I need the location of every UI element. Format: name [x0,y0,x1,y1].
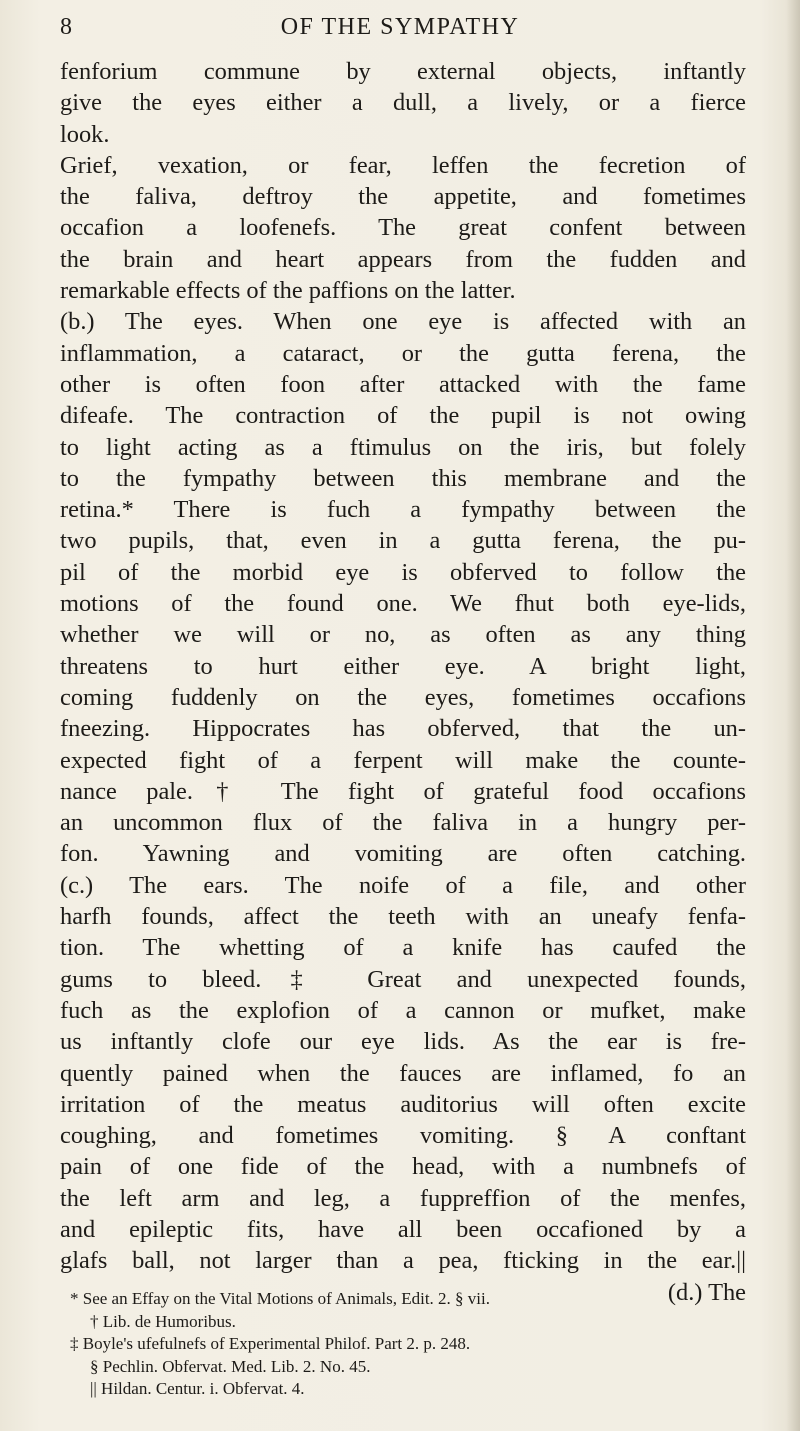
text-line: retina.* There is fuch a fympathy between the [60,496,746,524]
text-line: threatens to hurt either eye. A bright light, [60,652,746,680]
footnote: ‡ Boyle's ufefulnefs of Experimental Philof. Part 2. p. 248. [70,1334,471,1353]
catchword: (d.) The [667,1278,746,1306]
page-edge-shadow [786,0,800,1431]
text-line: nance pale.† The fight of grateful food occafions [60,777,746,805]
text-line: give the eyes either a dull, a lively, or a fierce [60,89,746,117]
text-line: motions of the found one. We fhut both eye-lids, [60,590,746,618]
text-line: two pupils, that, even in a gutta ferena, the pu- [60,527,746,555]
text-line: difeafe. The contraction of the pupil is not owing [60,402,746,430]
page-header [60,14,740,54]
text-line: harfh founds, affect the teeth with an uneafy fenfa- [60,903,746,931]
text-line: other is often foon after attacked with the fame [60,370,746,398]
text-line: fenforium commune by external objects, inftantly [60,58,746,85]
text-line: coming fuddenly on the eyes, fometimes occafions [60,683,746,711]
footnotes [70,1288,730,1401]
text-line: coughing, and fometimes vomiting. § A conftant [60,1122,746,1150]
text-line: to the fympathy between this membrane and the [60,464,746,492]
text-line: quently pained when the fauces are inflamed, fo an [60,1059,746,1087]
body-text [60,56,746,1308]
text-line: (b.) The eyes. When one eye is affected with an [60,308,746,336]
text-line: the brain and heart appears from the fudden and [60,245,746,273]
text-line: tion. The whetting of a knife has caufed the [60,934,746,962]
text-line: pil of the morbid eye is obferved to follow the [60,558,746,586]
footnote: † Lib. de Humoribus. [90,1311,236,1331]
text-line: expected fight of a ferpent will make the counte- [60,746,746,774]
text-line: occafion a loofenefs. The great confent between [60,214,746,242]
page-number: 8 [60,14,72,40]
text-line: glafs ball, not larger than a pea, fticking in the ear.|| [60,1247,746,1275]
text-line: us inftantly clofe our eye lids. As the ear is fre- [60,1028,746,1056]
text-line: Grief, vexation, or fear, leffen the fecretion of [60,151,746,179]
text-line: an uncommon flux of the faliva in a hungry per- [60,809,746,837]
footnote: * See an Effay on the Vital Motions of Animals, Edit. 2. § vii. [70,1289,491,1308]
running-head: OF THE SYMPATHY [280,14,520,40]
text-line: gums to bleed.‡ Great and unexpected founds, [60,965,746,993]
text-line: irritation of the meatus auditorius will often excite [60,1090,746,1118]
footnote: || Hildan. Centur. i. Obfervat. 4. [90,1379,305,1398]
text-line: the left arm and leg, a fuppreffion of the menfes, [60,1184,746,1212]
text-line: inflammation, a cataract, or the gutta ferena, the [60,339,746,367]
text-line: remarkable effects of the paffions on the latter. [60,277,516,305]
text-line: and epileptic fits, have all been occafioned by a [60,1215,746,1243]
text-line: look. [60,120,110,148]
text-line: pain of one fide of the head, with a numbnefs of [60,1153,746,1181]
text-line: the faliva, deftroy the appetite, and fometimes [60,183,746,211]
text-line: to light acting as a ftimulus on the iris, but folely [60,433,746,461]
text-line: whether we will or no, as often as any thing [60,621,746,649]
text-line: fon. Yawning and vomiting are often catching. [60,840,746,868]
footnote: § Pechlin. Obfervat. Med. Lib. 2. No. 45. [90,1356,371,1376]
text-line: fuch as the explofion of a cannon or mufket, make [60,996,746,1024]
text-line: (c.) The ears. The noife of a file, and other [60,871,746,899]
text-line: fneezing. Hippocrates has obferved, that the un- [60,715,746,743]
